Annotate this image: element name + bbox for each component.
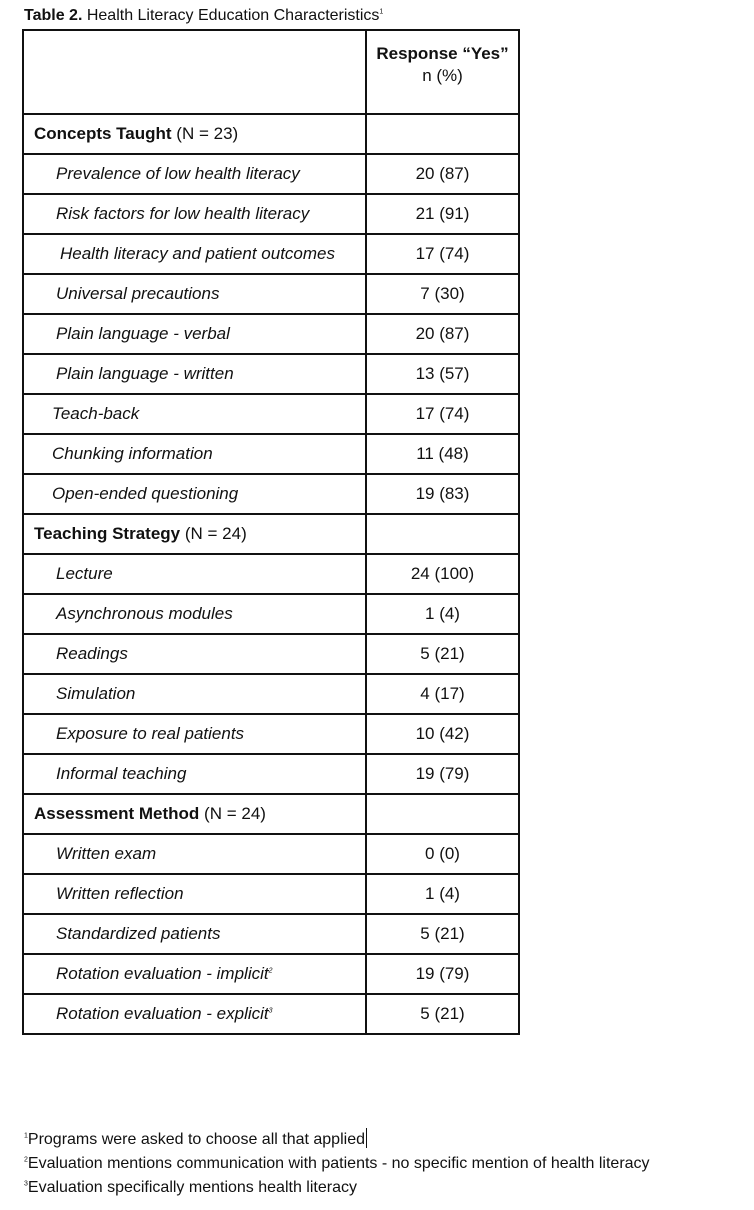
row-label: Readings [23,634,366,674]
row-value: 19 (79) [366,754,519,794]
footnote-3: $^3$Evaluation specifically mentions health literacy [24,1179,357,1196]
row-label: Rotation evaluation - explicit$^3$ [23,994,366,1034]
row-value: 19 (83) [366,474,519,514]
row-label: Informal teaching [23,754,366,794]
row-label: Plain language - verbal [23,314,366,354]
row-label: Prevalence of low health literacy [23,154,366,194]
table-title-footnote-marker: 1 [379,8,384,16]
table-row [23,874,519,914]
table-row [23,314,519,354]
row-value: 13 (57) [366,354,519,394]
table-row [23,834,519,874]
header-empty-cell [23,30,366,114]
table-row [23,394,519,434]
health-literacy-table [22,29,520,1035]
table-header-row [23,30,519,114]
row-label: Risk factors for low health literacy [23,194,366,234]
row-value: 17 (74) [366,234,519,274]
row-label: Simulation [23,674,366,714]
row-value: 20 (87) [366,314,519,354]
table-title-text: Health Literacy Education Characteristics [82,7,380,24]
table-title [24,6,383,26]
row-value: 5 (21) [366,634,519,674]
section-row-assessment-method [23,794,519,834]
table-row [23,674,519,714]
row-value: 4 (17) [366,674,519,714]
header-response-subtitle: n (%) [422,66,463,85]
section-empty-cell [366,114,519,154]
section-label: Teaching Strategy (N = 24) [23,514,366,554]
row-label: Chunking information [23,434,366,474]
row-label: Exposure to real patients [23,714,366,754]
row-label: Standardized patients [23,914,366,954]
text-cursor [366,1128,367,1148]
table-row [23,754,519,794]
row-label: Plain language - written [23,354,366,394]
table-row [23,634,519,674]
row-label: Health literacy and patient outcomes [23,234,366,274]
table-row [23,194,519,234]
row-value: 17 (74) [366,394,519,434]
table-row [23,434,519,474]
section-empty-cell [366,514,519,554]
table-row [23,154,519,194]
row-value: 19 (79) [366,954,519,994]
footnote-marker: 2 [268,967,273,975]
row-label: Rotation evaluation - implicit$^2$ [23,954,366,994]
footnote-2: $^2$Evaluation mentions communication with patients - no specific mention of health literacy [24,1155,650,1172]
table-row [23,994,519,1034]
row-value: 5 (21) [366,994,519,1034]
row-value: 5 (21) [366,914,519,954]
row-value: 24 (100) [366,554,519,594]
row-value: 1 (4) [366,874,519,914]
header-response-cell [366,30,519,114]
table-row [23,914,519,954]
table-row [23,714,519,754]
table-row [23,234,519,274]
row-value: 7 (30) [366,274,519,314]
row-label: Teach-back [23,394,366,434]
footnote-1: $^1$Programs were asked to choose all that applied [24,1128,650,1152]
table-row [23,594,519,634]
row-value: 10 (42) [366,714,519,754]
row-value: 21 (91) [366,194,519,234]
row-label: Lecture [23,554,366,594]
section-label: Assessment Method (N = 24) [23,794,366,834]
table-row [23,554,519,594]
table-row [23,474,519,514]
header-response-title: Response “Yes” [376,44,509,63]
table-title-label: Table 2. [24,7,83,24]
row-label: Universal precautions [23,274,366,314]
row-value: 1 (4) [366,594,519,634]
footnote-marker: 3 [268,1007,273,1015]
row-value: 11 (48) [366,434,519,474]
row-label: Open-ended questioning [23,474,366,514]
section-label: Concepts Taught (N = 23) [23,114,366,154]
section-empty-cell [366,794,519,834]
row-label: Asynchronous modules [23,594,366,634]
table-row [23,274,519,314]
row-label: Written exam [23,834,366,874]
section-row-teaching-strategy [23,514,519,554]
footnotes [24,1128,650,1200]
table-row [23,954,519,994]
section-row-concepts-taught [23,114,519,154]
row-label: Written reflection [23,874,366,914]
row-value: 20 (87) [366,154,519,194]
table-row [23,354,519,394]
row-value: 0 (0) [366,834,519,874]
